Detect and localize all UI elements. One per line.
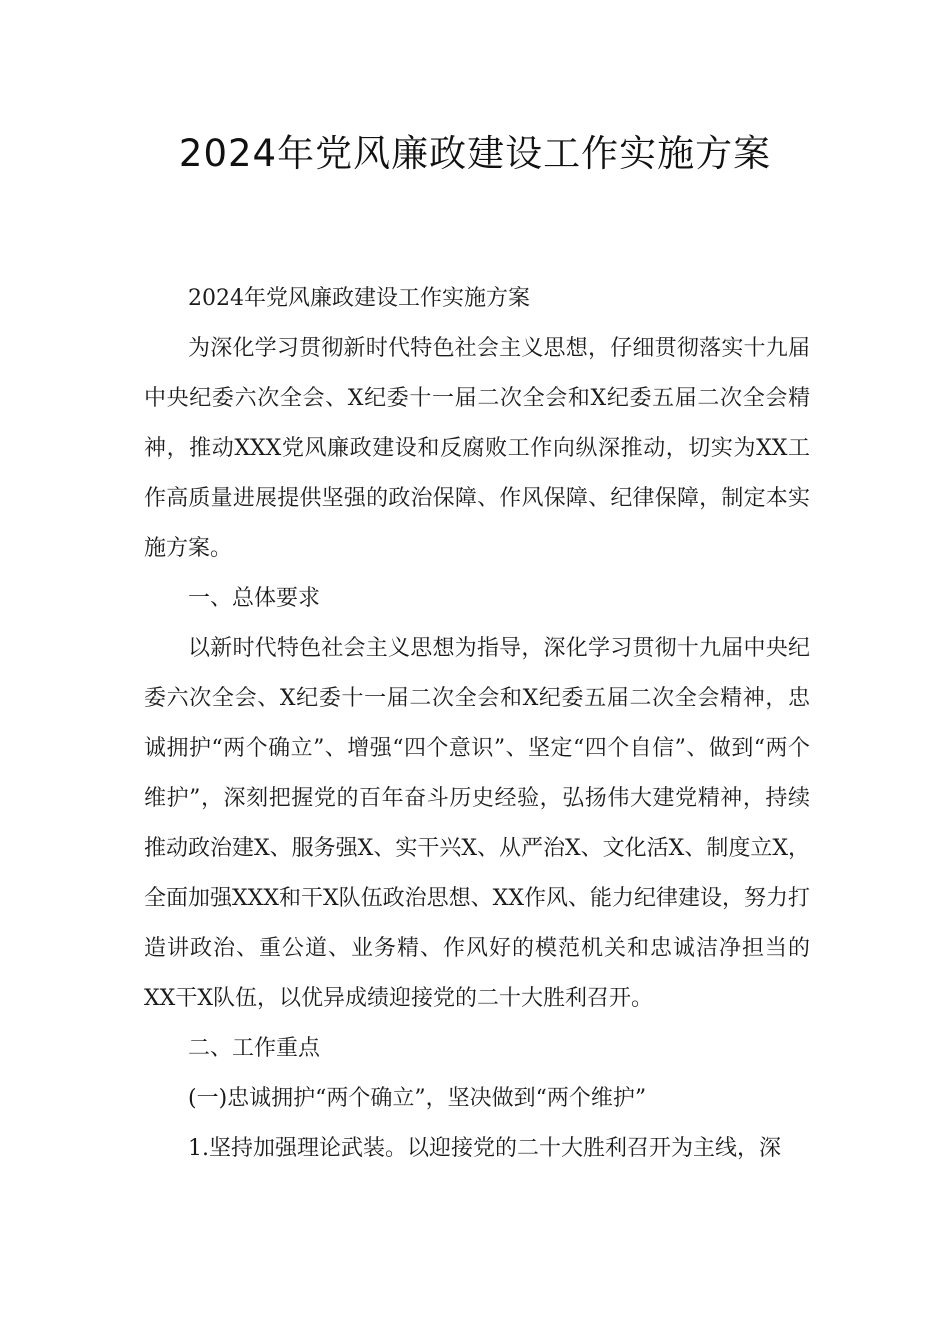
document-title: 2024年党风廉政建设工作实施方案 [178,132,772,175]
paragraph-subtitle: 2024年党风廉政建设工作实施方案 [188,286,530,311]
section-heading-work-focus: 二、工作重点 [188,1036,321,1061]
paragraph-general-requirements: 以新时代特色社会主义思想为指导，深化学习贯彻十九届中央纪委六次全会、X纪委十一届二次全会和X纪委五届二次全会精神，忠诚拥护“两个确立”、增强“四个意识”、坚定“四个自信”、做到“两个维护”，深刻把握党的百年奋斗历史经验，弘扬伟大建党精神，持续推动政治建X、服务强X、实干兴X、从严治X、文化活X、制度立X，全面加强XXX和干X队伍政治思想、XX作风、能力纪律建设，努力打造讲政治、重公道、业务精、作风好的模范机关和忠诚洁净担当的XX干X队伍，以优异成绩迎接党的二十大胜利召开。 [144,636,810,1011]
paragraph-intro: 为深化学习贯彻新时代特色社会主义思想，仔细贯彻落实十九届中央纪委六次全会、X纪委十一届二次全会和X纪委五届二次全会精神，推动XXX党风廉政建设和反腐败工作向纵深推动，切实为XX工作高质量进展提供坚强的政治保障、作风保障、纪律保障，制定本实施方案。 [144,336,811,561]
document-body [144,274,810,1174]
section-heading-general-requirements: 一、总体要求 [188,586,321,611]
subsection-heading-1: (一)忠诚拥护“两个确立”，坚决做到“两个维护” [188,1086,647,1111]
paragraph-item-1: 1.坚持加强理论武装。以迎接党的二十大胜利召开为主线，深 [188,1136,781,1161]
